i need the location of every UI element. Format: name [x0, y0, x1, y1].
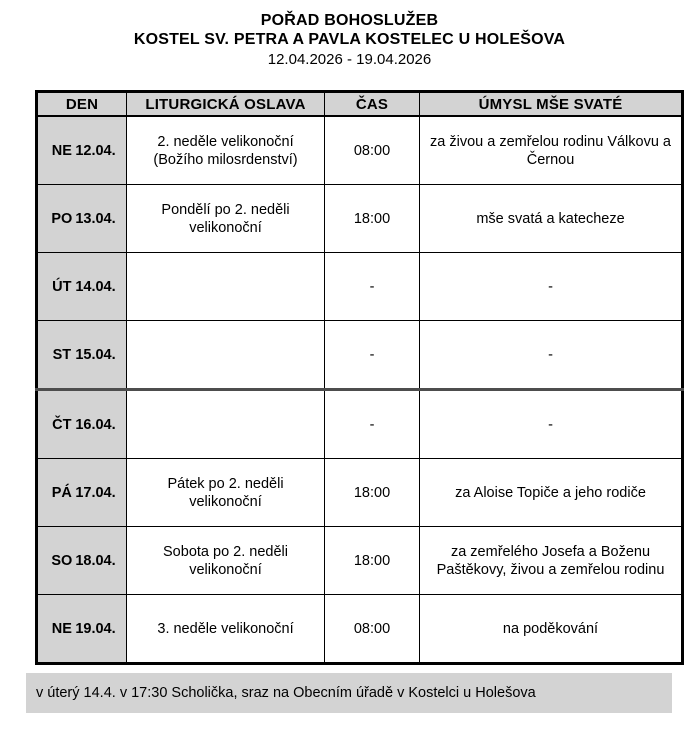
day-abbr: PÁ — [51, 484, 72, 501]
day-date: 16.04. — [75, 416, 116, 433]
celebration-cell: 3. neděle velikonoční — [127, 595, 325, 664]
celebration-cell — [127, 390, 325, 459]
day-date: 17.04. — [75, 484, 116, 501]
day-cell — [37, 116, 127, 185]
time-cell: 08:00 — [325, 116, 420, 185]
page-subtitle: KOSTEL SV. PETRA A PAVLA KOSTELEC U HOLEŠOVA — [133, 31, 566, 48]
schedule-table — [35, 90, 684, 665]
day-abbr: NE — [51, 142, 72, 159]
day-abbr: NE — [51, 620, 72, 637]
day-cell — [37, 595, 127, 664]
intention-cell: - — [420, 321, 683, 390]
table-row — [37, 185, 683, 253]
day-cell — [37, 253, 127, 321]
day-abbr: PO — [51, 210, 73, 227]
table-row — [37, 459, 683, 527]
intention-cell: - — [420, 390, 683, 459]
table-header-row — [37, 92, 683, 117]
intention-cell: za zemřelého Josefa a Boženu Paštěkovy, živou a zemřelou rodinu — [420, 527, 683, 595]
intention-cell: - — [420, 253, 683, 321]
day-date: 13.04. — [75, 210, 116, 227]
celebration-cell: Pátek po 2. neděli velikonoční — [127, 459, 325, 527]
table-row — [37, 595, 683, 664]
column-header-day: DEN — [37, 92, 127, 117]
page-title: POŘAD BOHOSLUŽEB — [260, 12, 439, 29]
date-range: 12.04.2026 - 19.04.2026 — [267, 51, 432, 68]
table-row — [37, 116, 683, 185]
announcement-note — [26, 673, 672, 713]
time-cell: 18:00 — [325, 459, 420, 527]
celebration-cell: Sobota po 2. neděli velikonoční — [127, 527, 325, 595]
intention-cell: na poděkování — [420, 595, 683, 664]
day-cell — [37, 527, 127, 595]
celebration-cell: Pondělí po 2. neděli velikonoční — [127, 185, 325, 253]
intention-cell: mše svatá a katecheze — [420, 185, 683, 253]
day-date: 14.04. — [75, 278, 116, 295]
table-row — [37, 321, 683, 390]
page-header — [0, 11, 699, 69]
day-abbr: ST — [52, 346, 72, 363]
table-row — [37, 527, 683, 595]
announcement-text: v úterý 14.4. v 17:30 Scholička, sraz na Obecním úřadě v Kostelci u Holešova — [36, 685, 536, 701]
intention-cell: za Aloise Topiče a jeho rodiče — [420, 459, 683, 527]
day-cell — [37, 185, 127, 253]
column-header-intention: ÚMYSL MŠE SVATÉ — [420, 92, 683, 117]
day-abbr: ÚT — [52, 278, 72, 295]
table-row — [37, 253, 683, 321]
time-cell: 18:00 — [325, 527, 420, 595]
day-abbr: SO — [51, 552, 73, 569]
day-cell — [37, 321, 127, 390]
day-date: 15.04. — [75, 346, 116, 363]
day-abbr: ČT — [52, 416, 72, 433]
day-cell — [37, 459, 127, 527]
time-cell: - — [325, 253, 420, 321]
time-cell: 18:00 — [325, 185, 420, 253]
celebration-cell — [127, 253, 325, 321]
day-date: 19.04. — [75, 620, 116, 637]
intention-cell: za živou a zemřelou rodinu Válkovu a Černou — [420, 116, 683, 185]
time-cell: - — [325, 390, 420, 459]
column-header-celebration: LITURGICKÁ OSLAVA — [127, 92, 325, 117]
celebration-cell: 2. neděle velikonoční (Božího milosrdenství) — [127, 116, 325, 185]
day-date: 18.04. — [75, 552, 116, 569]
time-cell: 08:00 — [325, 595, 420, 664]
day-date: 12.04. — [75, 142, 116, 159]
celebration-cell — [127, 321, 325, 390]
table-row — [37, 390, 683, 459]
day-cell — [37, 390, 127, 459]
time-cell: - — [325, 321, 420, 390]
column-header-time: ČAS — [325, 92, 420, 117]
schedule-table-container — [35, 90, 684, 665]
